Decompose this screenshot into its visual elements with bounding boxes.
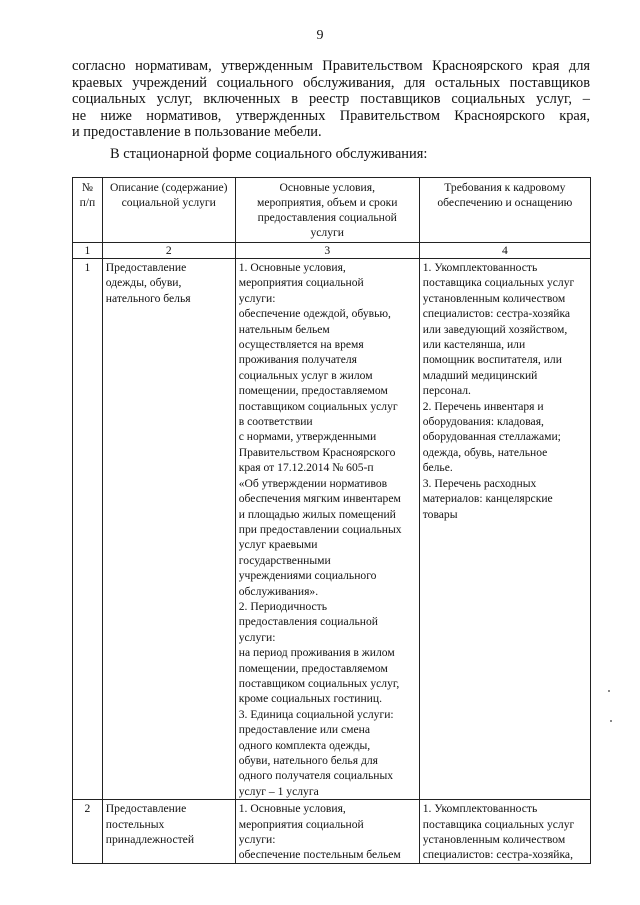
text-line: мероприятия, объем и сроки: [256, 196, 398, 209]
text-line: 1. Основные условия,: [238, 802, 346, 816]
text-line: мероприятия социальной: [238, 817, 364, 831]
text-line: государственными: [238, 553, 331, 567]
text-line: 1. Основные условия,: [238, 261, 346, 274]
text-line: обеспечение постельным бельем: [238, 848, 401, 862]
text-line: предоставление или смена: [238, 723, 370, 737]
row-conditions: [235, 259, 419, 800]
text-line: поставщика социальных услуг: [422, 276, 575, 290]
text-line: «Об утверждении нормативов: [238, 476, 388, 490]
row-description: [102, 259, 235, 800]
text-line: обеспечению и оснащению: [437, 196, 573, 209]
text-line: 1. Укомплектованность: [422, 261, 538, 274]
text-line: или заведующий хозяйством,: [422, 322, 568, 336]
text-line: поставщиком социальных услуг,: [238, 676, 400, 690]
row-number: 2: [73, 800, 103, 864]
text-line: установленным количеством: [422, 291, 566, 305]
text-line: белье.: [422, 461, 453, 475]
text-line: предоставления социальной: [238, 615, 378, 629]
text-line: обуви, нательного белья для: [238, 754, 378, 767]
text-line: товары: [422, 507, 458, 521]
index-cell: 1: [73, 243, 103, 259]
intro-line: не ниже нормативов, утвержденных Правительством Красноярского края,: [72, 107, 590, 124]
text-line: услуги:: [238, 833, 276, 847]
text-line: предоставления социальной: [257, 211, 397, 224]
text-line: поставщика социальных услуг: [422, 817, 575, 831]
text-line: услуг краевыми: [238, 538, 318, 552]
text-line: 2. Периодичность: [238, 599, 328, 613]
table-header-row: [73, 178, 591, 243]
text-line: или кастелянша, или: [422, 338, 526, 352]
row-requirements: [419, 800, 590, 864]
text-line: Требования к кадровому: [444, 181, 566, 194]
scan-speck: [610, 720, 612, 722]
text-line: Предоставление: [105, 261, 187, 274]
text-line: Описание (содержание): [109, 181, 228, 194]
text-line: помощник воспитателя, или: [422, 353, 562, 367]
text-line: одного комплекта одежды,: [238, 738, 371, 752]
text-line: обеспечение одеждой, обувью,: [238, 307, 391, 321]
intro-line: и предоставление в пользование мебели.: [72, 124, 322, 141]
header-requirements: [419, 178, 590, 243]
text-line: учреждениями социального: [238, 569, 377, 583]
text-line: осуществляется на время: [238, 338, 364, 352]
text-line: в соответствии: [238, 415, 313, 429]
text-line: помещении, предоставляемом: [238, 384, 388, 398]
text-line: социальной услуги: [121, 196, 216, 209]
text-line: при предоставлении социальных: [238, 522, 402, 536]
text-line: обеспечения мягким инвентарем: [238, 492, 401, 506]
text-line: одного получателя социальных: [238, 769, 394, 783]
index-cell: 3: [235, 243, 419, 259]
text-line: материалов: канцелярские: [422, 492, 553, 506]
row-number: 1: [73, 259, 103, 800]
text-line: персонал.: [422, 384, 471, 398]
text-line: 3. Перечень расходных: [422, 476, 537, 490]
text-line: Предоставление: [105, 802, 187, 816]
text-line: 2. Перечень инвентаря и: [422, 399, 544, 413]
text-line: нательного белья: [105, 291, 191, 305]
text-line: 3. Единица социальной услуги:: [238, 707, 394, 721]
text-line: края от 17.12.2014 № 605-п: [238, 461, 374, 475]
intro-line: социальных услуг, включенных в реестр поставщиков социальных услуг, –: [72, 91, 590, 108]
row-description: [102, 800, 235, 864]
intro-line: краевых учреждений социального обслуживания, для остальных поставщиков: [72, 74, 590, 91]
text-line: обслуживания».: [238, 584, 319, 598]
text-line: принадлежностей: [105, 833, 195, 847]
index-cell: 2: [102, 243, 235, 259]
services-table: [72, 177, 591, 864]
text-line: кроме социальных гостиниц.: [238, 692, 382, 706]
text-line: 1. Укомплектованность: [422, 802, 538, 816]
text-line: поставщиком социальных услуг: [238, 399, 398, 413]
text-line: специалистов: сестра-хозяйка,: [422, 848, 573, 862]
scan-speck: [608, 690, 610, 692]
page-number: 9: [316, 28, 324, 43]
section-lead: В стационарной форме социального обслуживания:: [110, 146, 428, 162]
text-line: услуги:: [238, 291, 276, 305]
text-line: помещении, предоставляемом: [238, 661, 388, 675]
text-line: Правительством Красноярского: [238, 445, 396, 459]
table-row: [73, 800, 591, 864]
intro-line: согласно нормативам, утвержденным Правительством Красноярского края для: [72, 58, 590, 74]
text-line: одежда, обувь, нательное: [422, 445, 548, 459]
text-line: оборудования: кладовая,: [422, 415, 544, 429]
text-line: мероприятия социальной: [238, 276, 364, 290]
header-description: [102, 178, 235, 243]
text-line: на период проживания в жилом: [238, 646, 395, 660]
text-line: оборудованная стеллажами;: [422, 430, 561, 444]
text-line: услуг – 1 услуга: [238, 784, 319, 798]
intro-paragraph: [72, 58, 590, 141]
row-conditions: [235, 800, 419, 864]
text-line: постельных: [105, 817, 165, 831]
text-line: и площадью жилых помещений: [238, 507, 396, 521]
text-line: социальных услуг в жилом: [238, 368, 373, 382]
header-conditions: [235, 178, 419, 243]
text-line: младший медицинский: [422, 368, 538, 382]
text-line: Основные условия,: [279, 181, 375, 194]
index-cell: 4: [419, 243, 590, 259]
text-line: специалистов: сестра-хозяйка: [422, 307, 571, 321]
text-line: услуги: [310, 226, 344, 239]
table-index-row: [73, 243, 591, 259]
text-line: проживания получателя: [238, 353, 358, 367]
text-line: установленным количеством: [422, 833, 566, 847]
table-row: [73, 259, 591, 800]
header-number: [73, 178, 103, 243]
text-line: одежды, обуви,: [105, 276, 182, 290]
text-line: услуги:: [238, 630, 276, 644]
text-line: №: [81, 181, 93, 194]
text-line: нательным бельем: [238, 322, 330, 336]
text-line: с нормами, утвержденными: [238, 430, 377, 444]
text-line: п/п: [79, 196, 96, 209]
row-requirements: [419, 259, 590, 800]
